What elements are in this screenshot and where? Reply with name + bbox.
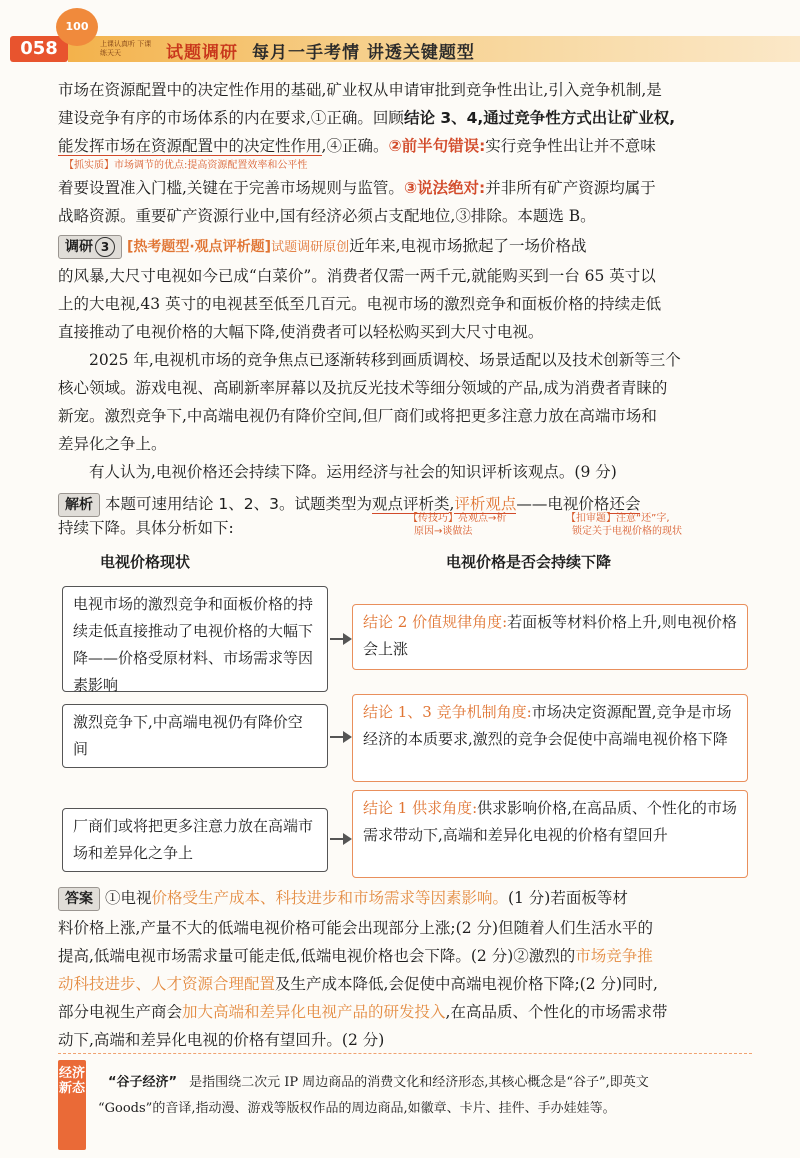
status-box-1: 电视市场的激烈竞争和面板价格的持续走低直接推动了电视价格的大幅下降——价格受原材料、市场需求等因素影响 (62, 586, 328, 692)
question3-prompt: 有人认为,电视价格还会持续下降。运用经济与社会的知识评析该观点。(9 分) (89, 463, 617, 481)
research-tag: 调研 3 (58, 235, 122, 259)
brand-logo: 100 (56, 8, 98, 46)
answer-line3: 提高,低端电视市场需求量可能走低,低端电视价格也会下降。(2 分)②激烈的市场竞争推 (58, 947, 653, 965)
journal-tagline: 每月一手考情 讲透关键题型 (252, 43, 475, 63)
analysis-line1: 解析 本题可速用结论 1、2、3。试题类型为观点评析类,评析观点——电视价格还会 (58, 490, 752, 518)
answer-line4: 动科技进步、人才资源合理配置及生产成本降低,会促使中高端电视价格下降;(2 分)同时, (58, 975, 658, 993)
arrow-2 (330, 736, 350, 738)
analysis-line2: 持续下降。具体分析如下: (58, 519, 234, 537)
footer-divider (58, 1053, 752, 1054)
question3-line2: 的风暴,大尺寸电视如今已成“白菜价”。消费者仅需一两千元,就能购买到一台 65 英寸以 (58, 267, 656, 285)
question-source: 试题调研原创 (271, 240, 350, 255)
para1-line4: 着要设置准入门槛,关键在于完善市场规则与监管。③说法绝对:并非所有矿产资源均属于 (58, 179, 656, 197)
para1-line3: 能发挥市场在资源配置中的决定性作用,④正确。②前半句错误:实行竞争性出让并不意味 (58, 137, 656, 155)
question-type: [热考题型·观点评析题] (126, 239, 272, 255)
answer-line2: 料价格上涨,产量不大的低端电视价格可能会出现部分上涨;(2 分)但随着人们生活水平的 (58, 919, 654, 937)
page-number: 058 (10, 36, 68, 62)
question3-line4: 直接推动了电视价格的大幅下降,使消费者可以轻松购买到大尺寸电视。 (58, 323, 544, 341)
question3-line8: 差异化之争上。 (58, 435, 167, 453)
question3-line6: 核心领域。游戏电视、高刷新率屏幕以及抗反光技术等细分领域的产品,成为消费者青睐的 (58, 379, 668, 397)
page-header (0, 0, 800, 72)
footer-text: “谷子经济” 是指围绕二次元 IP 周边商品的消费文化和经济形态,其核心概念是“谷子”,即英文 “Goods”的音译,指动漫、游戏等版权作品的周边商品,如徽章、卡片、挂件、手办娃娃等。 (98, 1075, 649, 1116)
answer-line6: 动下,高端和差异化电视的价格有望回升。(2 分) (58, 1031, 385, 1049)
conclusion-box-1: 结论 2 价值规律角度:若面板等材料价格上升,则电视价格会上涨 (352, 604, 748, 670)
question3-line5: 2025 年,电视机市场的竞争焦点已逐渐转移到画质调校、场景适配以及技术创新等三个 (89, 351, 681, 369)
analysis-tag: 解析 (58, 493, 100, 517)
para1-line1: 市场在资源配置中的决定性作用的基础,矿业权从申请审批到竞争性出让,引入竞争机制,是 (58, 81, 662, 99)
conclusion-box-3: 结论 1 供求角度:供求影响价格,在高品质、个性化的市场需求带动下,高端和差异化电视的价格有望回升 (352, 790, 748, 878)
footer-tab: 经济新态 (58, 1060, 86, 1150)
status-box-3: 厂商们或将把更多注意力放在高端市场和差异化之争上 (62, 808, 328, 872)
question3-line1: 调研 3 [热考题型·观点评析题]试题调研原创近年来,电视市场掀起了一场价格战 (58, 232, 752, 262)
para1-line2: 建设竞争有序的市场体系的内在要求,①正确。回顾结论 3、4,通过竞争性方式出让矿业权, (58, 109, 676, 127)
prediction-header: 电视价格是否会持续下降 (446, 553, 612, 571)
answer-line5: 部分电视生产商会加大高端和差异化电视产品的研发投入,在高品质、个性化的市场需求带 (58, 1003, 668, 1021)
annotation-note: 【抓实质】市场调节的优点:提高资源配置效率和公平性 (64, 160, 308, 171)
status-box-2: 激烈竞争下,中高端电视仍有降价空间 (62, 704, 328, 768)
journal-title: 试题调研 (166, 43, 238, 63)
answer-line1: 答案 ①电视价格受生产成本、科技进步和市场需求等因素影响。(1 分)若面板等材 (58, 884, 752, 912)
para1-line5: 战略资源。重要矿产资源行业中,国有经济必须占支配地位,③排除。本题选 B。 (58, 207, 596, 225)
arrow-3 (330, 838, 350, 840)
conclusion-box-2: 结论 1、3 竞争机制角度:市场决定资源配置,竞争是市场经济的本质要求,激烈的竞争会促使中高端电视价格下降 (352, 694, 748, 782)
answer-tag: 答案 (58, 887, 100, 911)
technique-note: 【传技巧】亮观点→析 原因→谈做法 (408, 513, 507, 537)
question3-line3: 上的大电视,43 英寸的电视甚至低至几百元。电视市场的激烈竞争和面板价格的持续走低 (58, 295, 662, 313)
current-status-header: 电视价格现状 (100, 553, 191, 571)
exam-note: 【扣审题】注意“还”字, 锁定关于电视价格的现状 (566, 513, 682, 537)
footer-term: “谷子经济” (108, 1075, 178, 1090)
arrow-1 (330, 638, 350, 640)
header-slogan: 上课认真听 下课练天天 (100, 40, 152, 57)
question3-line7: 新宠。激烈竞争下,中高端电视仍有降价空间,但厂商们或将把更多注意力放在高端市场和 (58, 407, 657, 425)
